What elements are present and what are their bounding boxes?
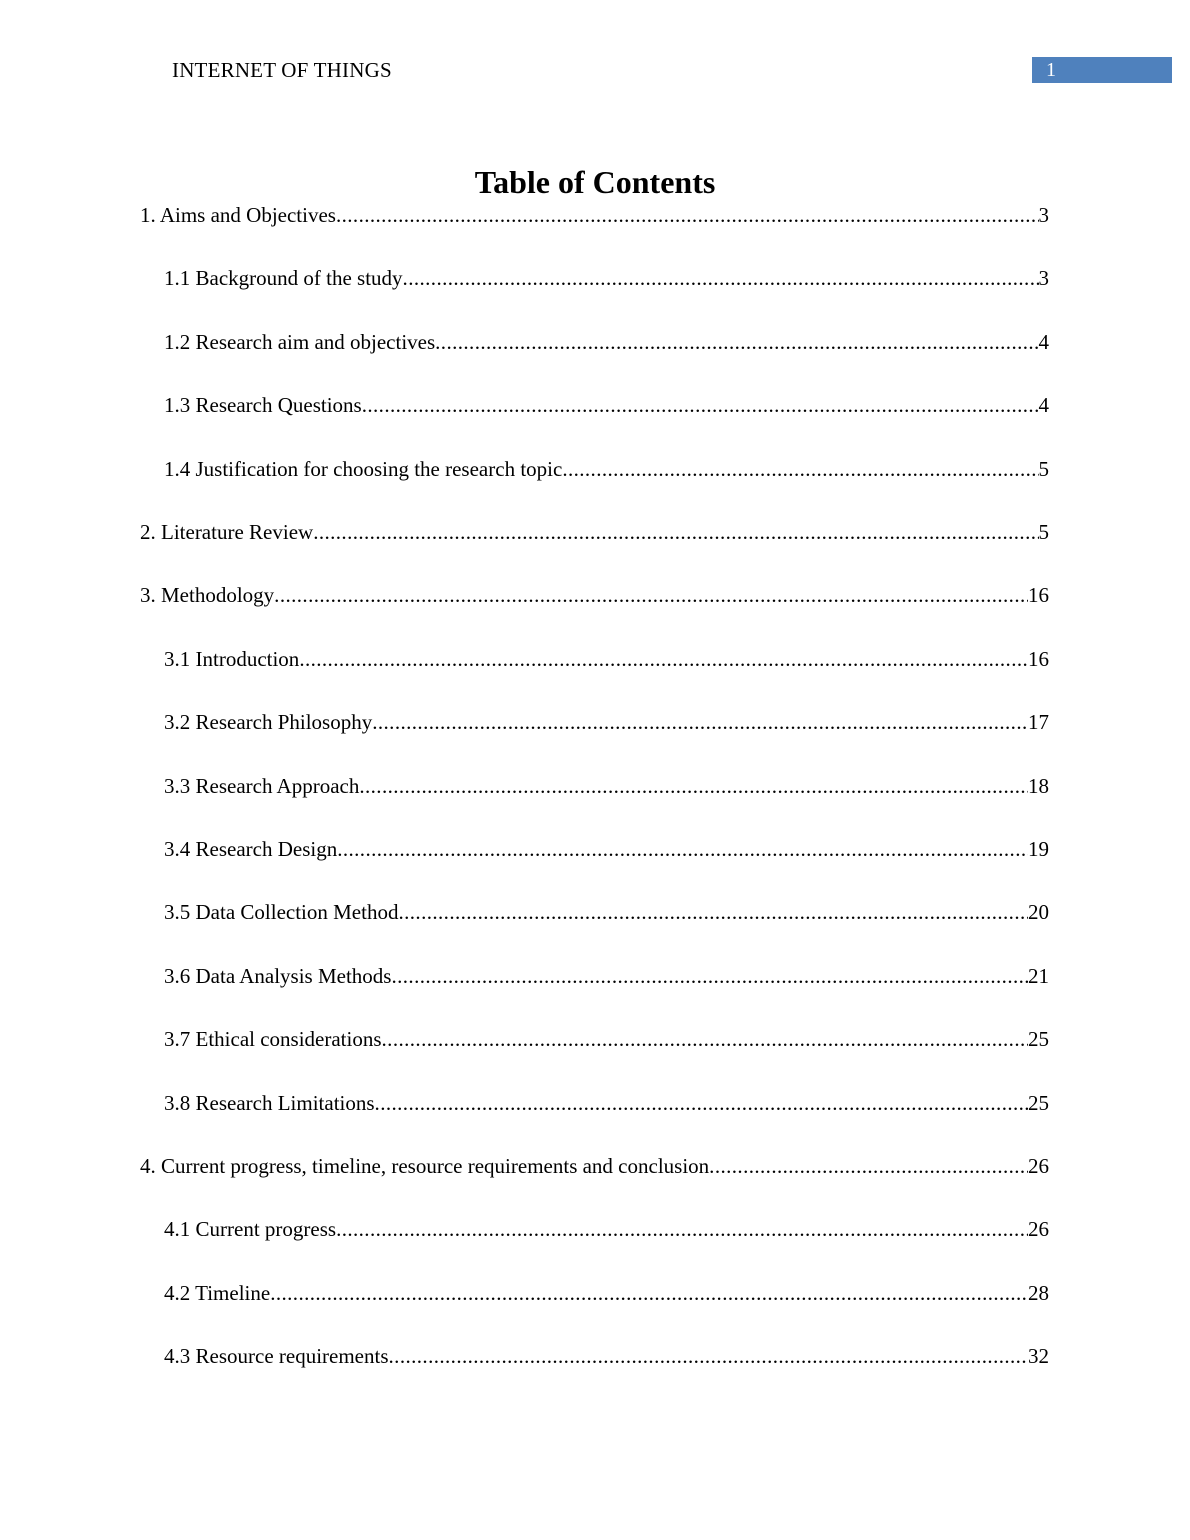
toc-heading: Table of Contents: [474, 164, 716, 200]
toc-dot-leader: [372, 708, 1028, 736]
toc-entry[interactable]: [164, 328, 1049, 356]
toc-entry[interactable]: [140, 581, 1049, 609]
toc-entry-label: 3.4 Research Design: [164, 837, 338, 861]
toc-entry-page-number: 5: [1038, 520, 1049, 544]
toc-entry-label: 3.8 Research Limitations: [164, 1090, 375, 1115]
toc-dot-leader: [299, 645, 1028, 673]
toc-entry-page-number: 3: [1038, 203, 1049, 227]
toc-entry[interactable]: [164, 1342, 1049, 1370]
toc-dot-leader: [435, 328, 1038, 356]
toc-entry-label: 3.6 Data Analysis Methods: [164, 963, 392, 988]
toc-dot-leader: [359, 772, 1028, 800]
page-number: 1: [1046, 59, 1056, 81]
toc-entry-label: 3. Methodology: [140, 583, 275, 608]
toc-entry[interactable]: [164, 1215, 1049, 1243]
toc-entry-label: 1. Aims and Objectives: [140, 203, 336, 227]
toc-entry[interactable]: [164, 835, 1049, 863]
toc-entry-label: 4.3 Resource requirements: [164, 1344, 389, 1369]
running-header-title: INTERNET OF THINGS: [172, 58, 392, 82]
toc-entry-page-number: 16: [1028, 646, 1049, 671]
toc-entry-page-number: 4: [1038, 329, 1049, 354]
toc-dot-leader: [382, 1025, 1028, 1053]
toc-dot-leader: [391, 962, 1028, 990]
toc-entry[interactable]: [164, 1025, 1049, 1053]
toc-entry-page-number: 21: [1028, 963, 1049, 988]
toc-entry[interactable]: [164, 1089, 1049, 1117]
toc-entry-page-number: 26: [1028, 1217, 1049, 1242]
toc-entry-label: 2. Literature Review: [140, 520, 314, 544]
toc-entry[interactable]: [164, 772, 1049, 800]
toc-entry-page-number: 25: [1028, 1090, 1049, 1115]
toc-entry-label: 1.4 Justification for choosing the research topic: [164, 456, 563, 481]
toc-entry[interactable]: [164, 645, 1049, 673]
toc-entry-page-number: 19: [1028, 837, 1049, 861]
toc-entry[interactable]: [164, 898, 1049, 926]
toc-entry[interactable]: [164, 708, 1049, 736]
toc-entry-page-number: 17: [1028, 710, 1049, 735]
toc-entry-page-number: 28: [1028, 1280, 1049, 1305]
toc-entry[interactable]: [140, 1152, 1049, 1180]
toc-dot-leader: [337, 835, 1028, 863]
toc-dot-leader: [362, 391, 1039, 419]
toc-dot-leader: [398, 898, 1028, 926]
toc-dot-leader: [313, 518, 1038, 546]
toc-dot-leader: [403, 264, 1039, 292]
toc-dot-leader: [375, 1089, 1028, 1117]
toc-entry-label: 1.2 Research aim and objectives: [164, 329, 436, 354]
toc-entry[interactable]: [164, 962, 1049, 990]
toc-entry[interactable]: [140, 518, 1049, 546]
toc-entry-label: 3.5 Data Collection Method: [164, 900, 399, 925]
toc-entry[interactable]: [164, 455, 1049, 483]
toc-entry-label: 4. Current progress, timeline, resource requirements and conclusion: [140, 1154, 710, 1178]
toc-dot-leader: [274, 581, 1028, 609]
toc-entry-page-number: 3: [1038, 266, 1049, 291]
toc-entry-label: 4.2 Timeline: [164, 1280, 271, 1305]
toc-entry-label: 3.2 Research Philosophy: [164, 710, 373, 735]
toc-dot-leader: [270, 1279, 1028, 1307]
toc-dot-leader: [709, 1152, 1028, 1180]
toc-entry[interactable]: [140, 201, 1049, 229]
toc-entry[interactable]: [164, 391, 1049, 419]
toc-entry-page-number: 5: [1038, 456, 1049, 481]
toc-dot-leader: [336, 1215, 1028, 1243]
toc-dot-leader: [336, 201, 1039, 229]
toc-entry-label: 1.1 Background of the study: [164, 266, 403, 291]
toc-entry-page-number: 32: [1028, 1344, 1049, 1369]
toc-entry-page-number: 20: [1028, 900, 1049, 925]
toc-entry-label: 1.3 Research Questions: [164, 393, 362, 418]
toc-dot-leader: [389, 1342, 1028, 1370]
toc-entry-page-number: 4: [1038, 393, 1049, 418]
toc-entry-page-number: 26: [1028, 1154, 1049, 1178]
toc-entry-label: 3.7 Ethical considerations: [164, 1027, 382, 1052]
toc-entry-page-number: 25: [1028, 1027, 1049, 1052]
toc-entry-page-number: 16: [1028, 583, 1049, 608]
toc-entry-label: 3.3 Research Approach: [164, 773, 360, 798]
toc-entry[interactable]: [164, 1279, 1049, 1307]
toc-entry-label: 3.1 Introduction: [164, 646, 300, 671]
toc-entry-label: 4.1 Current progress: [164, 1217, 337, 1242]
toc-entry[interactable]: [164, 264, 1049, 292]
toc-entry-page-number: 18: [1028, 773, 1049, 798]
toc-dot-leader: [562, 455, 1038, 483]
